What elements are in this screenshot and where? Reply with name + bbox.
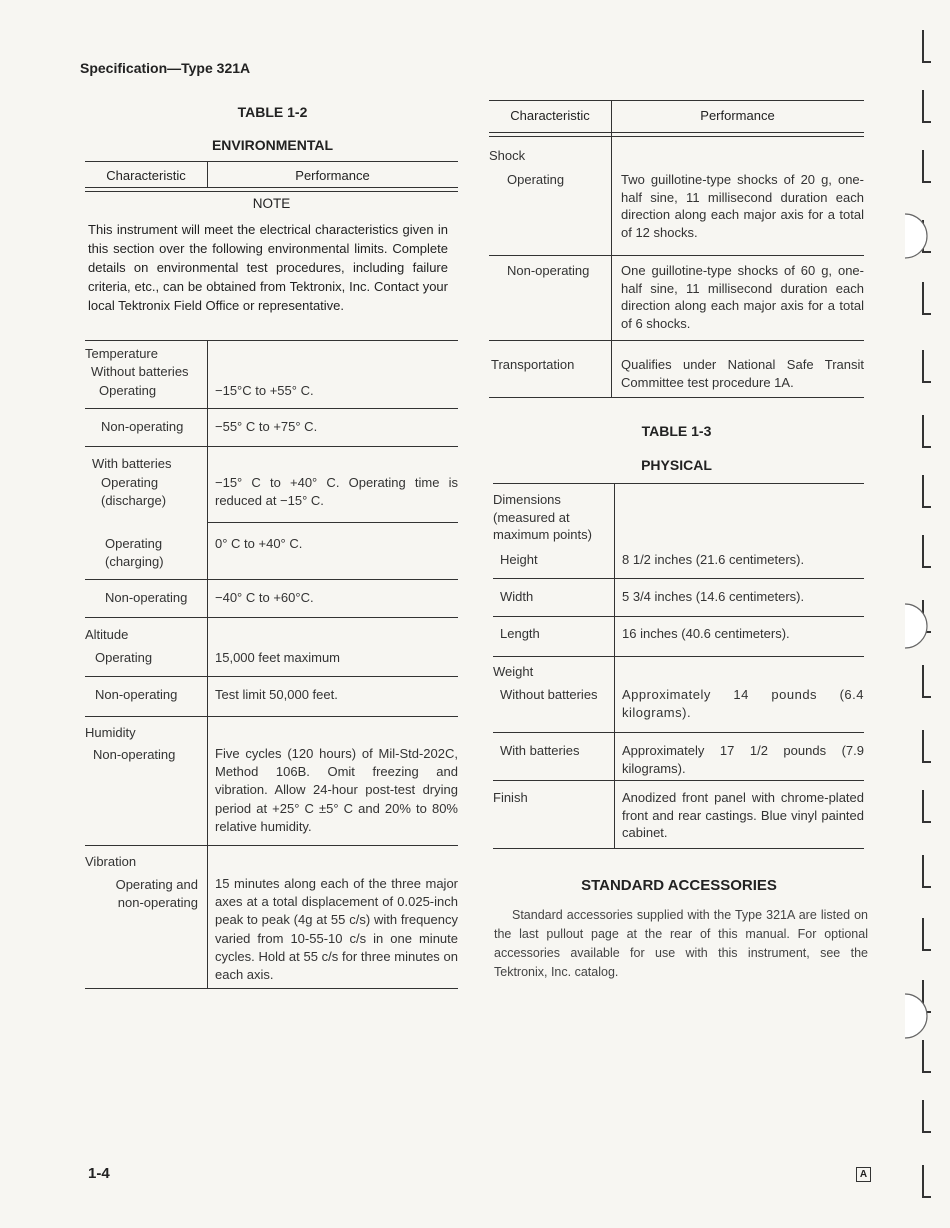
table-rule	[85, 716, 458, 717]
altitude-operating-value: 15,000 feet maximum	[215, 650, 341, 665]
vibration-operating-label: Operating and non-operating	[115, 877, 198, 910]
binder-hole	[923, 730, 931, 762]
table-rule	[493, 483, 864, 484]
without-batteries-label: Without batteries	[91, 364, 189, 379]
accessories-heading: STANDARD ACCESSORIES	[581, 877, 777, 894]
table-1-2-subtitle: ENVIRONMENTAL	[211, 137, 334, 153]
humidity-label: Humidity	[85, 725, 136, 740]
shock-label: Shock	[489, 148, 526, 163]
binder-hole	[923, 350, 931, 382]
table-rule	[85, 340, 458, 341]
binder-hole	[923, 790, 931, 822]
charging-label: Operating (charging)	[105, 536, 164, 569]
binder-hole	[923, 535, 931, 567]
table-1-2-caption: TABLE 1-2	[237, 104, 308, 120]
temp-operating-value: −15°C to +55° C.	[215, 383, 314, 398]
height-label: Height	[500, 552, 538, 567]
table-rule	[207, 522, 458, 523]
binder-hole	[923, 415, 931, 447]
table-rule	[85, 579, 458, 580]
table-rule	[85, 676, 458, 677]
weight-label: Weight	[493, 664, 534, 679]
table-header-rule	[489, 132, 864, 137]
wb-non-operating-value: −40° C to +60°C.	[215, 590, 314, 605]
transportation-value: Qualifies under National Safe Transit Committee test procedure 1A.	[621, 357, 864, 390]
width-value: 5 3/4 inches (14.6 centimeters).	[622, 589, 805, 604]
table-header-rule	[85, 187, 458, 192]
table-rule	[85, 408, 458, 409]
table-rule	[85, 845, 458, 846]
humidity-non-operating-label: Non-operating	[93, 747, 176, 762]
table-rule	[493, 578, 864, 579]
binder-tab-edge	[905, 0, 950, 1228]
table-rule	[85, 161, 458, 162]
altitude-non-operating-label: Non-operating	[95, 687, 178, 702]
shock-non-operating-value: One guillotine-type shocks of 60 g, one-half sine, 11 millisecond duration each direction along each major axis for a total of 6 shocks.	[621, 263, 864, 331]
table-rule	[489, 397, 864, 398]
vibration-label: Vibration	[85, 854, 137, 869]
shock-operating-label: Operating	[507, 172, 565, 187]
binder-hole	[923, 918, 931, 950]
column-header-performance: Performance	[700, 108, 775, 123]
finish-value: Anodized front panel with chrome-plated front and rear castings. Blue vinyl painted cabinet.	[622, 790, 864, 840]
table-rule	[489, 340, 864, 341]
binder-hole	[923, 30, 931, 62]
vibration-operating-value: 15 minutes along each of the three major axes at a total displacement of 0.025-inch peak to peak (4g at 55 c/s) with frequency varied from 10-55-10 c/s in one minute cycles. Hold at 55 c/s for three minutes on each axis.	[215, 876, 458, 983]
table-rule	[85, 617, 458, 618]
length-label: Length	[500, 626, 540, 641]
table-rule	[493, 780, 864, 781]
table-rule	[493, 616, 864, 617]
without-batteries-weight-value: Approximately 14 pounds (6.4 kilograms).	[622, 687, 864, 720]
accessories-text: Standard accessories supplied with the Type 321A are listed on the last pullout page at the rear of this manual. For optional accessories available for use with this instrument, see the Tektronix, Inc. catalog.	[494, 908, 868, 979]
humidity-non-operating-value: Five cycles (120 hours) of Mil-Std-202C, Method 106B. Omit freezing and vibration. Allow 24-hour post-test drying period at +25° C ±5° C and 20% to 80% relative humidity.	[215, 746, 458, 834]
altitude-non-operating-value: Test limit 50,000 feet.	[215, 687, 338, 702]
temp-operating-label: Operating	[99, 383, 157, 398]
column-header-characteristic: Characteristic	[510, 108, 590, 123]
with-batteries-label: With batteries	[92, 456, 172, 471]
without-batteries-weight-label: Without batteries	[500, 687, 598, 702]
binder-hole	[923, 150, 931, 182]
page-number: 1-4	[88, 1165, 110, 1182]
table-rule	[493, 732, 864, 733]
temperature-label: Temperature	[85, 346, 158, 361]
height-value: 8 1/2 inches (21.6 centimeters).	[622, 552, 805, 567]
discharge-label: Operating (discharge)	[101, 475, 167, 508]
column-divider	[611, 100, 612, 398]
column-header-performance: Performance	[295, 168, 370, 183]
dimensions-label: Dimensions (measured at maximum points)	[493, 492, 592, 542]
binder-hole	[923, 1165, 931, 1197]
table-1-3-subtitle: PHYSICAL	[641, 457, 712, 473]
revision-mark: A	[856, 1167, 871, 1182]
binder-hole	[923, 665, 931, 697]
altitude-operating-label: Operating	[95, 650, 153, 665]
column-header-characteristic: Characteristic	[106, 168, 186, 183]
table-rule	[489, 100, 864, 101]
transportation-label: Transportation	[491, 357, 575, 372]
binder-hole	[923, 1040, 931, 1072]
temp-non-operating-value: −55° C to +75° C.	[215, 419, 318, 434]
charging-value: 0° C to +40° C.	[215, 536, 303, 551]
note-text: This instrument will meet the electrical characteristics given in this section over the following environmental limits. Complete details on environmental test procedures, including failure criteria, etc., can be obtained from Tektronix, Inc. Contact your local Tektronix Field Office or representative.	[88, 222, 448, 313]
finish-label: Finish	[493, 790, 528, 805]
table-rule	[85, 446, 458, 447]
with-batteries-weight-label: With batteries	[500, 743, 580, 758]
running-title: Specification—Type 321A	[80, 60, 251, 76]
length-value: 16 inches (40.6 centimeters).	[622, 626, 790, 641]
binder-hole	[923, 475, 931, 507]
column-divider	[614, 483, 615, 849]
table-rule	[493, 848, 864, 849]
table-rule	[493, 656, 864, 657]
width-label: Width	[500, 589, 534, 604]
altitude-label: Altitude	[85, 627, 129, 642]
note-title: NOTE	[252, 196, 291, 211]
table-1-3-caption: TABLE 1-3	[641, 423, 712, 439]
discharge-value: −15° C to +40° C. Operating time is reduced at −15° C.	[215, 475, 458, 508]
binder-hole	[923, 90, 931, 122]
temp-non-operating-label: Non-operating	[101, 419, 184, 434]
column-divider	[207, 161, 208, 188]
binder-hole	[923, 1100, 931, 1132]
table-rule	[489, 255, 864, 256]
binder-hole	[923, 282, 931, 314]
wb-non-operating-label: Non-operating	[105, 590, 188, 605]
column-divider	[207, 340, 208, 988]
shock-non-operating-label: Non-operating	[507, 263, 590, 278]
with-batteries-weight-value: Approximately 17 1/2 pounds (7.9 kilograms).	[622, 743, 864, 776]
shock-operating-value: Two guillotine-type shocks of 20 g, one-half sine, 11 millisecond duration each direction along each major axis for a total of 12 shocks.	[621, 172, 864, 240]
table-rule	[85, 988, 458, 989]
binder-hole	[923, 855, 931, 887]
